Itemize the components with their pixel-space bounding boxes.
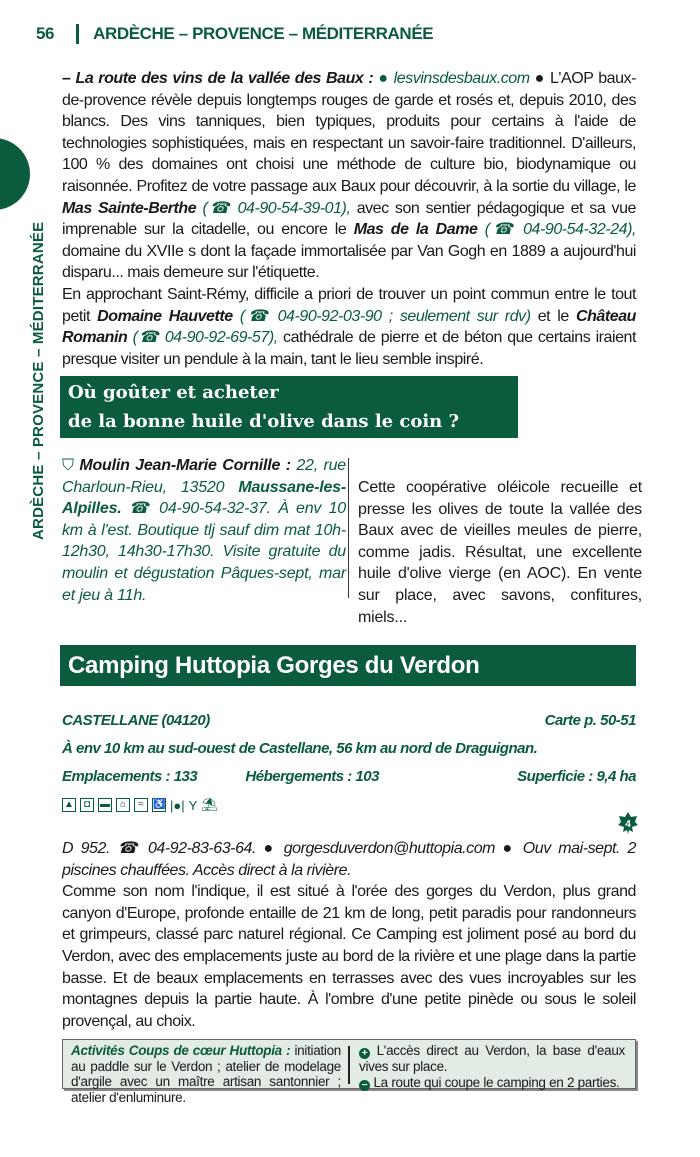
column-divider — [348, 458, 349, 598]
olive-left-column — [62, 455, 346, 606]
town: Maussane-les-Alpilles. — [62, 478, 346, 518]
pitches: Emplacements : 133 — [62, 768, 198, 785]
cabin-icon: ⌂ — [116, 798, 130, 812]
map-reference: Carte p. 50-51 — [544, 712, 636, 729]
phone: (☎ 04-90-54-32-24), — [484, 221, 636, 239]
page-number: 56 — [36, 24, 55, 43]
text: avec son sentier pédagogique et sa vue imprenable sur la citadelle, ou encore le — [62, 199, 636, 239]
contact-info: D 952. ☎ 04-92-83-63-64. ● gorgesduverdon@huttopia.com ● Ouv mai-sept. 2 piscines chauffées. Accès direct à la rivière. — [62, 840, 636, 879]
amenity-icons — [62, 797, 218, 813]
heading-line: de la bonne huile d'olive dans le coin ? — [68, 411, 460, 432]
activities — [71, 1043, 341, 1105]
phone: (☎ 04-90-92-03-90 ; seulement sur rdv) — [239, 307, 531, 325]
directions: À env 10 km au sud-ouest de Castellane, 56 km au nord de Draguignan. — [62, 740, 538, 757]
venue-name: Mas Sainte-Berthe — [62, 199, 197, 217]
pros-cons — [359, 1043, 625, 1091]
location-row — [62, 712, 636, 729]
camping-text — [62, 838, 636, 1032]
caravan-icon: ◘ — [80, 798, 94, 812]
area: Superficie : 9,4 ha — [517, 768, 636, 785]
camper-van-icon: ▬ — [100, 799, 110, 810]
text: domaine du XVIIe s dont la façade immortalisée par Van Gogh en 1889 a aujourd'hui disparu... mais demeure sur l'étiquette. — [62, 242, 636, 282]
box-divider — [348, 1046, 350, 1084]
details: ☎ 04-90-54-32-37. À env 10 km à l'est. Boutique tlj sauf dim mat 10h-12h30, 14h30-17h30. Visite gratuite du moulin et dégustation Pâques-sept, mar et jeu à 11h. — [62, 500, 346, 604]
header-divider — [76, 24, 79, 44]
accessibility-icon: ♿ — [153, 799, 166, 810]
camping-description: Comme son nom l'indique, il est situé à l'orée des gorges du Verdon, plus grand canyon d'Europe, profonde entaille de 21 km de long, petit paradis pour randonneurs et grimpeurs, classé parc naturel régional. Ce Camping est joliment posé au bord du Verdon, avec des emplacements juste au bord de la rivière et une plage dans la partie basse. Et de beaux emplacements en terrasses avec des vues incroyables sur les montagnes depuis la partie haute. À l'ombre d'une petite pinède ou sous le soleil provençal, au choix. — [62, 883, 636, 1030]
location: CASTELLANE (04120) — [62, 712, 210, 729]
wine-route-title: – La route des vins de la vallée des Baux : — [62, 70, 374, 87]
venue-name: Château Romanin — [62, 307, 636, 347]
text: ● L'AOP baux-de-provence révèle depuis longtemps rouges de garde et rosés et, depuis 2010, des blancs. Des vins tanniques, bien typiques, produits pour certains à l'aide de technologies sophistiquées, mais en respectant un savoir-faire traditionnel. D'ailleurs, 100 % des domaines ont choisi une méthode de culture bio, biodynamique ou raisonnée. Profitez de votre passage aux Baux pour découvrir, à la sortie du village, le — [62, 70, 636, 195]
text: cathédrale de pierre et de béton que certains iraient presque visiter un pendule à la main, tant le lieu semble inspiré. — [62, 329, 636, 368]
heading-line: Où goûter et acheter — [68, 382, 279, 403]
olive-oil-heading — [60, 376, 518, 438]
section-title: ARDÈCHE – PROVENCE – MÉDITERRANÉE — [93, 24, 434, 43]
beach-icon: ⛱ — [201, 797, 218, 812]
plus-icon: + — [359, 1048, 370, 1059]
stats-row — [62, 768, 636, 785]
intro-text — [62, 68, 636, 370]
pro-text: L'accès direct au Verdon, la base d'eaux vives sur place. — [359, 1043, 625, 1074]
wine-route-link[interactable]: ● lesvinsdesbaux.com — [378, 70, 530, 87]
tent-icon: ▲ — [62, 798, 76, 812]
rating-value: 4 — [625, 819, 631, 830]
paragraph-wine-route — [62, 68, 636, 284]
camping-title: Camping Huttopia Gorges du Verdon — [60, 645, 636, 686]
shop-icon: ⛉ — [62, 457, 74, 474]
running-header — [36, 24, 433, 44]
venue-name: Moulin Jean-Marie Cornille : — [79, 457, 291, 474]
venue-name: Domaine Hauvette — [97, 307, 233, 325]
paragraph-saint-remy — [62, 284, 636, 370]
phone: (☎ 04-90-92-69-57), — [132, 329, 278, 347]
activities-text: initiation au paddle sur le Verdon ; atelier de modelage d'argile avec un maître artisan santonnier ; atelier d'enluminure. — [71, 1043, 341, 1105]
restaurant-icon: |●| — [170, 797, 185, 813]
rating-leaf-icon — [618, 812, 638, 834]
venue-name: Mas de la Dame — [353, 221, 478, 239]
highlights-box — [62, 1039, 636, 1105]
bar-icon: Y — [188, 797, 198, 813]
accommodations: Hébergements : 103 — [245, 768, 379, 785]
side-section-label: ARDÈCHE – PROVENCE – MÉDITERRANÉE — [30, 221, 47, 540]
pool-icon: ≈ — [134, 798, 148, 812]
phone: (☎ 04-90-54-39-01), — [202, 199, 351, 217]
con-text: La route qui coupe le camping en 2 parties. — [373, 1074, 620, 1090]
thumb-tab — [0, 138, 30, 210]
minus-icon: − — [359, 1080, 370, 1091]
activities-label: Activités Coups de cœur Huttopia : — [71, 1043, 291, 1058]
description: Cette coopérative oléicole recueille et presse les olives de toute la vallée des Baux avec de vieilles meules de pierre, comme jadis. Résultat, une excellente huile d'olive vierge (en AOC). En vente sur place, avec savons, confitures, miels... — [358, 479, 642, 626]
text: et le — [537, 307, 569, 325]
olive-right-column — [358, 477, 642, 628]
text: En approchant Saint-Rémy, difficile a priori de trouver un point commun entre le tout petit — [62, 285, 636, 325]
address: 22, rue Charloun-Rieu, 13520 — [62, 457, 346, 496]
